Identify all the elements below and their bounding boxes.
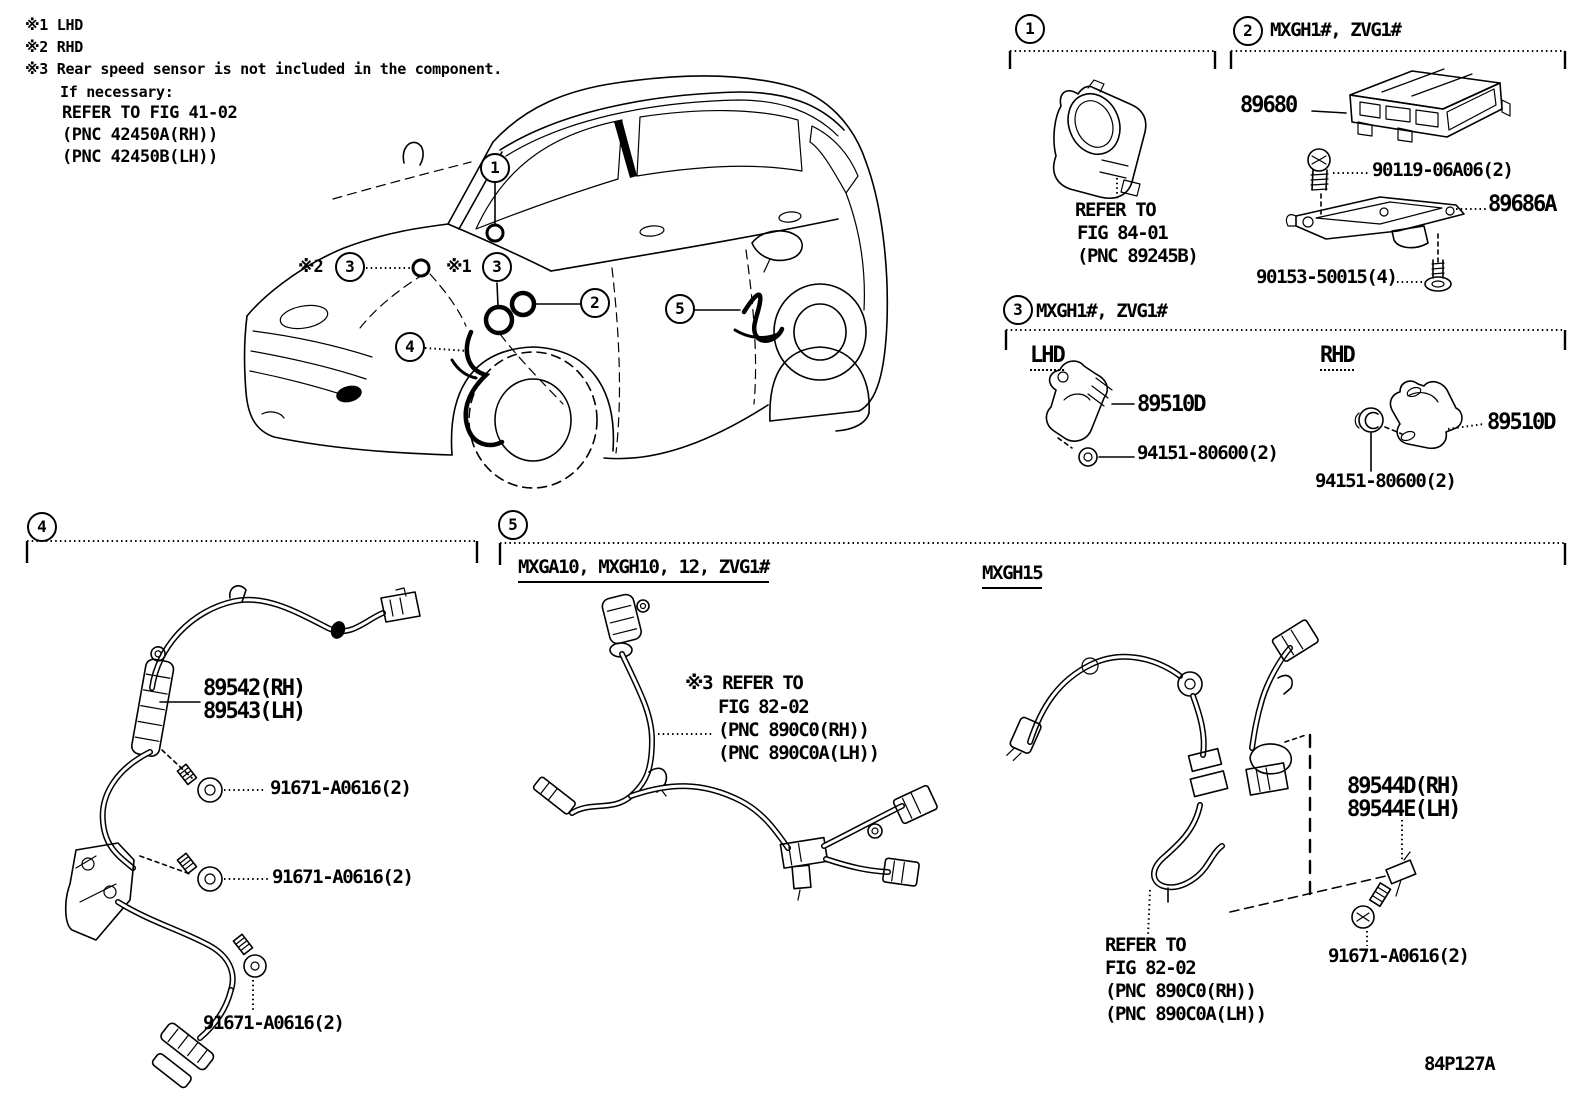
car-callout-1: 1 xyxy=(480,153,510,183)
part-label-91671-3: 91671-A0616(2) xyxy=(203,1012,344,1034)
section-2-variant: MXGH1#, ZVG1# xyxy=(1270,19,1401,41)
s5-refer-line4: (PNC 890C0A(LH)) xyxy=(1105,1003,1266,1025)
s5-note-line3: (PNC 890C0(RH)) xyxy=(718,719,869,741)
lhd-grommet-drawing xyxy=(1079,448,1134,466)
part-label-91671-4: 91671-A0616(2) xyxy=(1328,945,1469,967)
part-label-89510d-rhd: 89510D xyxy=(1487,410,1555,435)
front-bolt2-drawing xyxy=(177,853,268,891)
section-1-number: 1 xyxy=(1015,14,1045,44)
section-5-number: 5 xyxy=(498,510,528,540)
part-label-91671-1: 91671-A0616(2) xyxy=(270,777,411,799)
s5-note-line2: FIG 82-02 xyxy=(718,696,809,718)
part-label-90119-06a06: 90119-06A06(2) xyxy=(1372,159,1513,181)
car-illustration xyxy=(245,76,888,488)
s5-variant-right-heading: MXGH15 xyxy=(982,564,1042,589)
note-rear-sensor: ※3 Rear speed sensor is not included in the component. xyxy=(25,60,503,78)
ecu-screw-top-drawing xyxy=(1308,149,1369,214)
s5-note-line4: (PNC 890C0A(LH)) xyxy=(718,742,879,764)
car-callout-mark-1: ※1 xyxy=(446,257,471,277)
note-rhd: ※2 RHD xyxy=(25,38,83,56)
part-label-89542-rh: 89542(RH) xyxy=(203,676,305,701)
part-label-89686a: 89686A xyxy=(1488,192,1556,217)
s3-rhd-heading: RHD xyxy=(1320,344,1354,371)
section1-bracket xyxy=(1010,51,1215,69)
rhd-grommet-drawing xyxy=(1355,408,1402,471)
car-callout-3-rhd: 3 xyxy=(335,252,365,282)
rear-bolt-drawing xyxy=(1352,883,1391,946)
front-bolt3-drawing xyxy=(233,934,266,1012)
s1-refer-line2: FIG 84-01 xyxy=(1077,222,1168,244)
part-label-89680: 89680 xyxy=(1240,93,1297,118)
ecu-screw-bottom-drawing xyxy=(1397,260,1451,291)
part-label-89544d-rh: 89544D(RH) xyxy=(1347,774,1460,799)
abs-ecu-drawing xyxy=(1312,69,1510,142)
section-3-number: 3 xyxy=(1003,295,1033,325)
figure-code: 84P127A xyxy=(1424,1053,1495,1075)
part-label-91671-2: 91671-A0616(2) xyxy=(272,866,413,888)
s5-refer-line2: FIG 82-02 xyxy=(1105,957,1196,979)
car-callout-5: 5 xyxy=(665,294,695,324)
car-callout-2: 2 xyxy=(580,288,610,318)
part-label-94151-rhd: 94151-80600(2) xyxy=(1315,470,1456,492)
note-if-necessary: If necessary: xyxy=(60,83,174,101)
front-bolt1-drawing xyxy=(177,764,266,802)
part-label-89543-lh: 89543(LH) xyxy=(203,699,305,724)
section2-bracket xyxy=(1231,51,1565,69)
part-label-94151-lhd: 94151-80600(2) xyxy=(1137,442,1278,464)
car-callout-4: 4 xyxy=(395,332,425,362)
part-label-89544e-lh: 89544E(LH) xyxy=(1347,797,1460,822)
s5-variant-left-heading: MXGA10, MXGH10, 12, ZVG1# xyxy=(518,558,769,583)
lhd-sensor-drawing xyxy=(1046,361,1134,448)
section-4-number: 4 xyxy=(27,512,57,542)
part-label-90153-50015: 90153-50015(4) xyxy=(1256,266,1397,288)
car-callout-3-lhd: 3 xyxy=(482,252,512,282)
note-pnc-rh: (PNC 42450A(RH)) xyxy=(62,125,218,145)
note-lhd: ※1 LHD xyxy=(25,16,83,34)
yaw-sensor-drawing xyxy=(1054,80,1146,200)
s5-refer-line1: REFER TO xyxy=(1105,934,1186,956)
s5-note-line1: ※3 REFER TO xyxy=(685,672,803,694)
section4-bracket xyxy=(27,541,477,563)
s1-refer-line3: (PNC 89245B) xyxy=(1077,245,1198,267)
ecu-bracket-drawing xyxy=(1286,197,1486,262)
note-pnc-lh: (PNC 42450B(LH)) xyxy=(62,147,218,167)
rhd-sensor-drawing xyxy=(1390,381,1484,448)
section-3-variant: MXGH1#, ZVG1# xyxy=(1036,300,1167,322)
car-callout-leaders xyxy=(366,183,740,351)
section-2-number: 2 xyxy=(1233,16,1263,46)
car-callout-mark-2: ※2 xyxy=(298,257,323,277)
note-refer-fig: REFER TO FIG 41-02 xyxy=(62,103,238,123)
s1-refer-line1: REFER TO xyxy=(1075,199,1156,221)
s5-refer-line3: (PNC 890C0(RH)) xyxy=(1105,980,1256,1002)
s3-lhd-heading: LHD xyxy=(1030,344,1064,371)
part-label-89510d-lhd: 89510D xyxy=(1137,392,1205,417)
section3-bracket xyxy=(1006,330,1565,350)
